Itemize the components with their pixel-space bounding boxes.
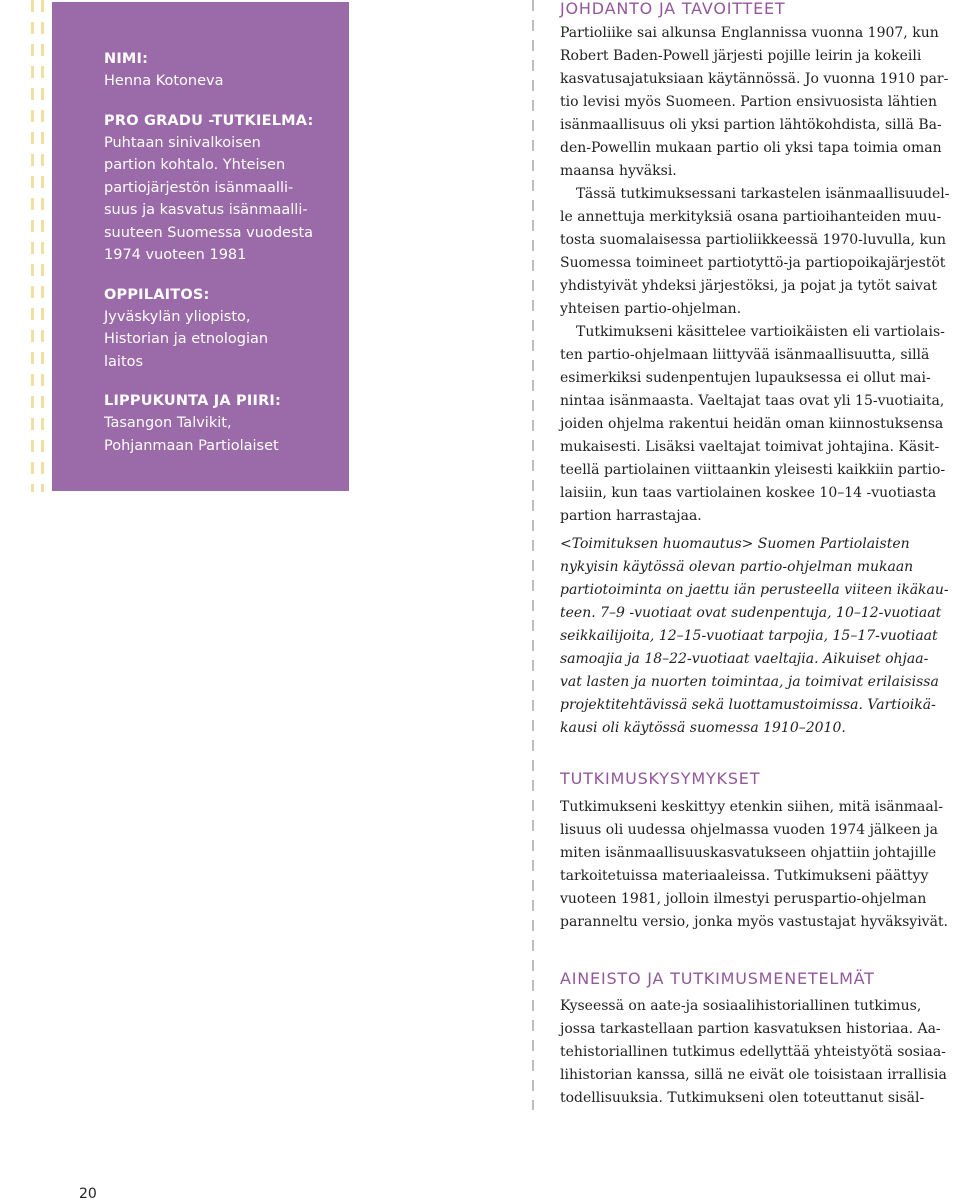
institution-group xyxy=(104,284,344,374)
methods-paragraph-1: Kyseessä on aate-ja sosiaalihistoriallinen tutkimus, jossa tarkastellaan partion kasvatuksen historiaa. Aa- tehistoriallinen tutkimus edellyttää yhteistyötä sosiaa- lihistorian kanssa, sillä ne eivät ole toisistaan irrallisia todellisuuksia. Tutkimukseni olen toteuttanut sisäl- xyxy=(560,998,947,1106)
author-label: NIMI: xyxy=(104,51,149,67)
column-divider xyxy=(532,0,534,1110)
unit-label: LIPPUKUNTA JA PIIRI: xyxy=(104,393,282,409)
questions-text xyxy=(560,796,960,934)
intro-paragraph-3: Tutkimukseni käsittelee vartioikäisten eli vartiolais- ten partio-ohjelmaan liittyvää isänmaallisuutta, sillä esimerkiksi sudenpentujen lupauksessa ei ollut mai- nintaa isänmaasta. Vaeltajat taas ovat yli 15-vuotiaita, joiden ohjelma rakentui heidän oman kiinnostuksensa mukaisesti. Lisäksi vaeltajat toimivat johtajina. Käsit- teellä partiolainen viittaankin yleisesti kaikkiin partio- laisiin, kun taas vartiolainen koskee 10–14 -vuotiasta partion harrastajaa. xyxy=(560,324,946,524)
unit-group xyxy=(104,390,344,457)
unit-value: Tasangon Talvikit, Pohjanmaan Partiolaiset xyxy=(104,415,279,454)
intro-paragraph-1: Partioliike sai alkunsa Englannissa vuonna 1907, kun Robert Baden-Powell järjesti pojille leirin ja kokeili kasvatusajatuksiaan käytännössä. Jo vuonna 1910 par- tio levisi myös Suomeen. Partion ensivuosista lähtien isänmaallisuus oli yksi partion lähtökohdista, sillä Ba- den-Powellin mukaan partio oli yksi tapa toimia oman maansa hyväksi. xyxy=(560,25,949,179)
institution-label: OPPILAITOS: xyxy=(104,286,210,303)
thesis-label: PRO GRADU -TUTKIELMA: xyxy=(104,112,314,129)
editor-note xyxy=(560,533,960,740)
intro-text xyxy=(560,22,960,528)
author-value: Henna Kotoneva xyxy=(104,73,224,89)
section-heading-questions: TUTKIMUSKYSYMYKSET xyxy=(560,769,761,788)
section-heading-methods: AINEISTO JA TUTKIMUSMENETELMÄT xyxy=(560,969,875,988)
intro-paragraph-2: Tässä tutkimuksessani tarkastelen isänmaallisuudel- le annettuja merkityksiä osana partioihanteiden muu- tosta suomalaisessa partioliikkeessä 1970-luvulla, kun Suomessa toimineet partiotyttö-ja partiopoikajärjestöt yhdistyivät yhdeksi järjestöksi, ja pojat ja tytöt saivat yhteisen partio-ohjelman. xyxy=(560,186,950,317)
page-number: 20 xyxy=(79,1186,97,1202)
questions-paragraph-1: Tutkimukseni keskittyy etenkin siihen, mitä isänmaal- lisuus oli uudessa ohjelmassa vuoden 1974 jälkeen ja miten isänmaallisuuskasvatukseen ohjattiin johtajille tarkoitetuissa materiaaleissa. Tutkimukseni päättyy vuoteen 1981, jolloin ilmestyi peruspartio-ohjelman paranneltu versio, jonka myös vastustajat hyväksyivät. xyxy=(560,799,949,930)
section-heading-intro: JOHDANTO JA TAVOITTEET xyxy=(560,0,786,18)
editor-note-text: <Toimituksen huomautus> Suomen Partiolaisten nykyisin käytössä olevan partio-ohjelman mukaan partiotoiminta on jaettu iän perusteella viiteen ikäkau- teen. 7–9 -vuotiaat ovat sudenpentuja, 10–12-vuotiaat seikkailijoita, 12–15-vuotiaat tarpojia, 15–17-vuotiaat samoajia ja 18–22-vuotiaat vaeltajia. Aikuiset ohjaa- vat lasten ja nuorten toimintaa, ja toimivat erilaisissa projektitehtävissä sekä luottamustoimissa. Vartioikä- kausi oli käytössä suomessa 1910–2010. xyxy=(560,536,949,736)
decorative-dashed-line xyxy=(31,0,34,492)
methods-text xyxy=(560,995,960,1110)
decorative-dashed-line xyxy=(41,0,44,492)
institution-value: Jyväskylän yliopisto, Historian ja etnologian laitos xyxy=(104,308,269,370)
thesis-info-panel xyxy=(52,2,349,491)
thesis-meta xyxy=(104,48,344,474)
thesis-group xyxy=(104,110,344,267)
author-group xyxy=(104,48,344,93)
thesis-value: Puhtaan sinivalkoisen partion kohtalo. Yhteisen partiojärjestön isänmaalli- suus ja kasvatus isänmaalli- suuteen Suomessa vuodesta 1974 vuoteen 1981 xyxy=(104,134,314,263)
